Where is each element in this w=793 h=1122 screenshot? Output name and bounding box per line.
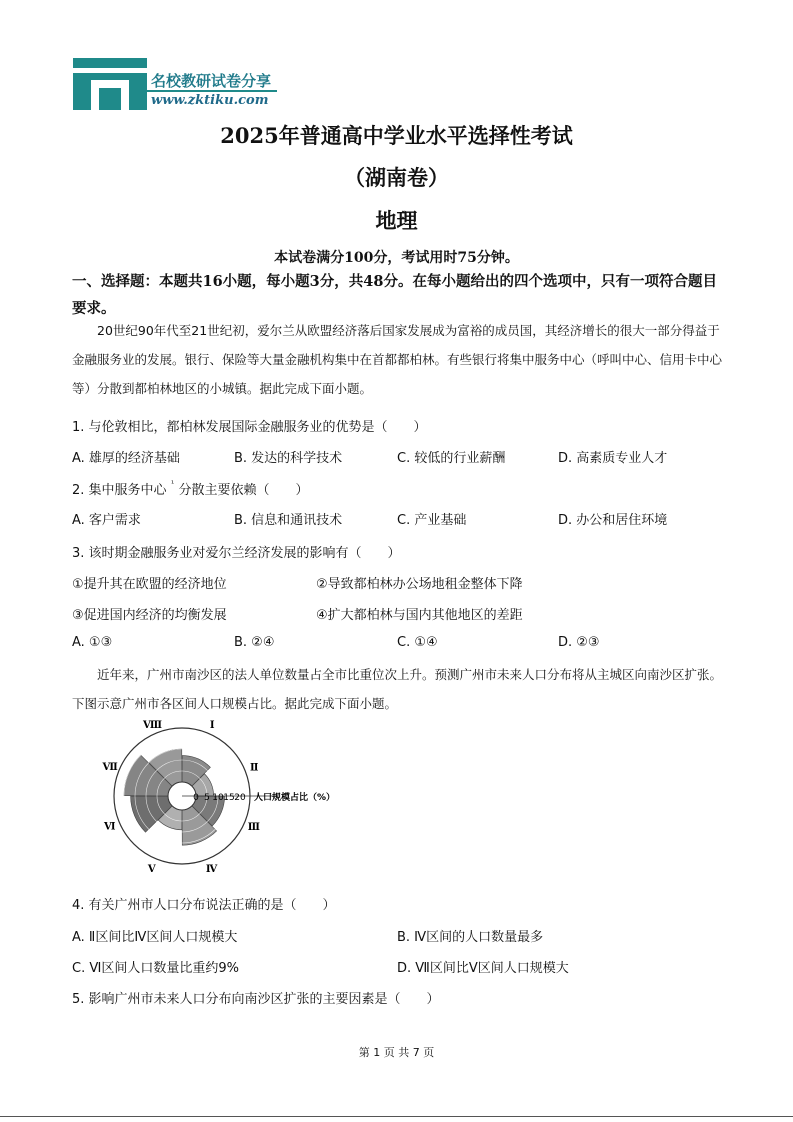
chart-category-label: Ⅵ bbox=[104, 821, 116, 833]
chart-tick-label: 0 bbox=[193, 793, 199, 803]
exam-note: 本试卷满分100分，考试用时75分钟。 bbox=[274, 250, 519, 266]
q3-option-b: B. ②④ bbox=[234, 635, 275, 650]
q4-option-a: A. Ⅱ区间比Ⅳ区间人口规模大 bbox=[72, 930, 238, 945]
question-4-stem: 4. 有关广州市人口分布说法正确的是（ ） bbox=[72, 898, 336, 913]
chart-category-label: Ⅷ bbox=[143, 719, 162, 731]
question-3-stem: 3. 该时期金融服务业对爱尔兰经济发展的影响有（ ） bbox=[72, 546, 401, 561]
q4-option-d: D. Ⅶ区间比Ⅴ区间人口规模大 bbox=[397, 961, 569, 976]
question-1-stem: 1. 与伦敦相比，都柏林发展国际金融服务业的优势是（ ） bbox=[72, 420, 427, 435]
chart-tick-label: 10 bbox=[212, 793, 224, 803]
chart-category-label: Ⅰ bbox=[209, 720, 215, 732]
q2-option-b: B. 信息和通讯技术 bbox=[234, 513, 343, 528]
subject-title: 地理 bbox=[375, 208, 418, 233]
logo-url: www.zktiku.com bbox=[151, 93, 269, 108]
question-5-stem: 5. 影响广州市未来人口分布向南沙区扩张的主要因素是（ ） bbox=[72, 992, 440, 1007]
q1-option-a: A. 雄厚的经济基础 bbox=[72, 451, 180, 466]
passage-2: 近年来，广州市南沙区的法人单位数量占全市比重位次上升。预测广州市未来人口分布将从主城区向南沙区扩张。下图示意广州市各区间人口规模占比。据此完成下面小题。 bbox=[72, 667, 723, 711]
chart-tick-label: 15 bbox=[223, 793, 235, 803]
q3-statement-3: ③促进国内经济的均衡发展 bbox=[72, 608, 227, 623]
q1-option-c: C. 较低的行业薪酬 bbox=[397, 451, 506, 466]
logo-mark-icon bbox=[73, 58, 147, 110]
q3-option-c: C. ①④ bbox=[397, 635, 438, 650]
chart-category-label: Ⅳ bbox=[205, 864, 218, 876]
q3-statement-1: ①提升其在欧盟的经济地位 bbox=[72, 577, 227, 592]
q2-stem-part-a: 2. 集中服务中心 bbox=[72, 483, 167, 498]
passage-1: 20世纪90年代至21世纪初，爱尔兰从欧盟经济落后国家发展成为富裕的成员国，其经济增长的很大一部分得益于金融服务业的发展。银行、保险等大量金融机构集中在首都都柏林。有些银行将集中服务中心（呼叫中心、信用卡中心等）分散到都柏林地区的小城镇。据此完成下面小题。 bbox=[72, 323, 723, 396]
q2-option-d: D. 办公和居住环境 bbox=[558, 513, 668, 528]
chart-tick-label: 20 bbox=[234, 793, 246, 803]
page-footer: 第 1 页 共 7 页 bbox=[358, 1046, 435, 1059]
q1-option-b: B. 发达的科学技术 bbox=[234, 451, 343, 466]
q4-option-b: B. Ⅳ区间的人口数量最多 bbox=[397, 930, 544, 945]
chart-category-label: Ⅴ bbox=[147, 863, 156, 875]
section-heading: 一、选择题：本题共16小题，每小题3分，共48分。在每小题给出的四个选项中，只有一项符合题目要求。 bbox=[72, 273, 717, 317]
publisher-logo bbox=[73, 58, 283, 114]
q2-option-c: C. 产业基础 bbox=[397, 513, 467, 528]
logo-name: 名校教研试卷分享 bbox=[151, 72, 272, 90]
exam-title: 2025年普通高中学业水平选择性考试 bbox=[220, 123, 573, 148]
chart-category-label: Ⅱ bbox=[249, 762, 259, 774]
q3-option-d: D. ②③ bbox=[558, 635, 600, 650]
q3-option-a: A. ①③ bbox=[72, 635, 113, 650]
exam-subtitle: （湖南卷） bbox=[344, 165, 449, 190]
chart-category-label: Ⅶ bbox=[102, 761, 118, 773]
q3-statement-4: ④扩大都柏林与国内其他地区的差距 bbox=[316, 608, 523, 623]
question-2-stem: 2. 集中服务中心 ¹ 分散主要依赖（ ） bbox=[72, 479, 309, 498]
q2-option-a: A. 客户需求 bbox=[72, 513, 141, 528]
q1-option-d: D. 高素质专业人才 bbox=[558, 451, 668, 466]
q3-statement-2: ②导致都柏林办公场地租金整体下降 bbox=[316, 577, 523, 592]
chart-tick-label: 5 bbox=[204, 793, 210, 803]
chart-title: 人口规模占比（%） bbox=[254, 793, 336, 803]
population-polar-chart bbox=[84, 719, 336, 876]
q4-option-c: C. Ⅵ区间人口数量比重约9% bbox=[72, 961, 239, 976]
chart-category-label: Ⅲ bbox=[247, 822, 260, 834]
bottom-rule bbox=[0, 1116, 793, 1117]
q2-stem-part-b: 分散主要依赖（ ） bbox=[178, 483, 309, 498]
